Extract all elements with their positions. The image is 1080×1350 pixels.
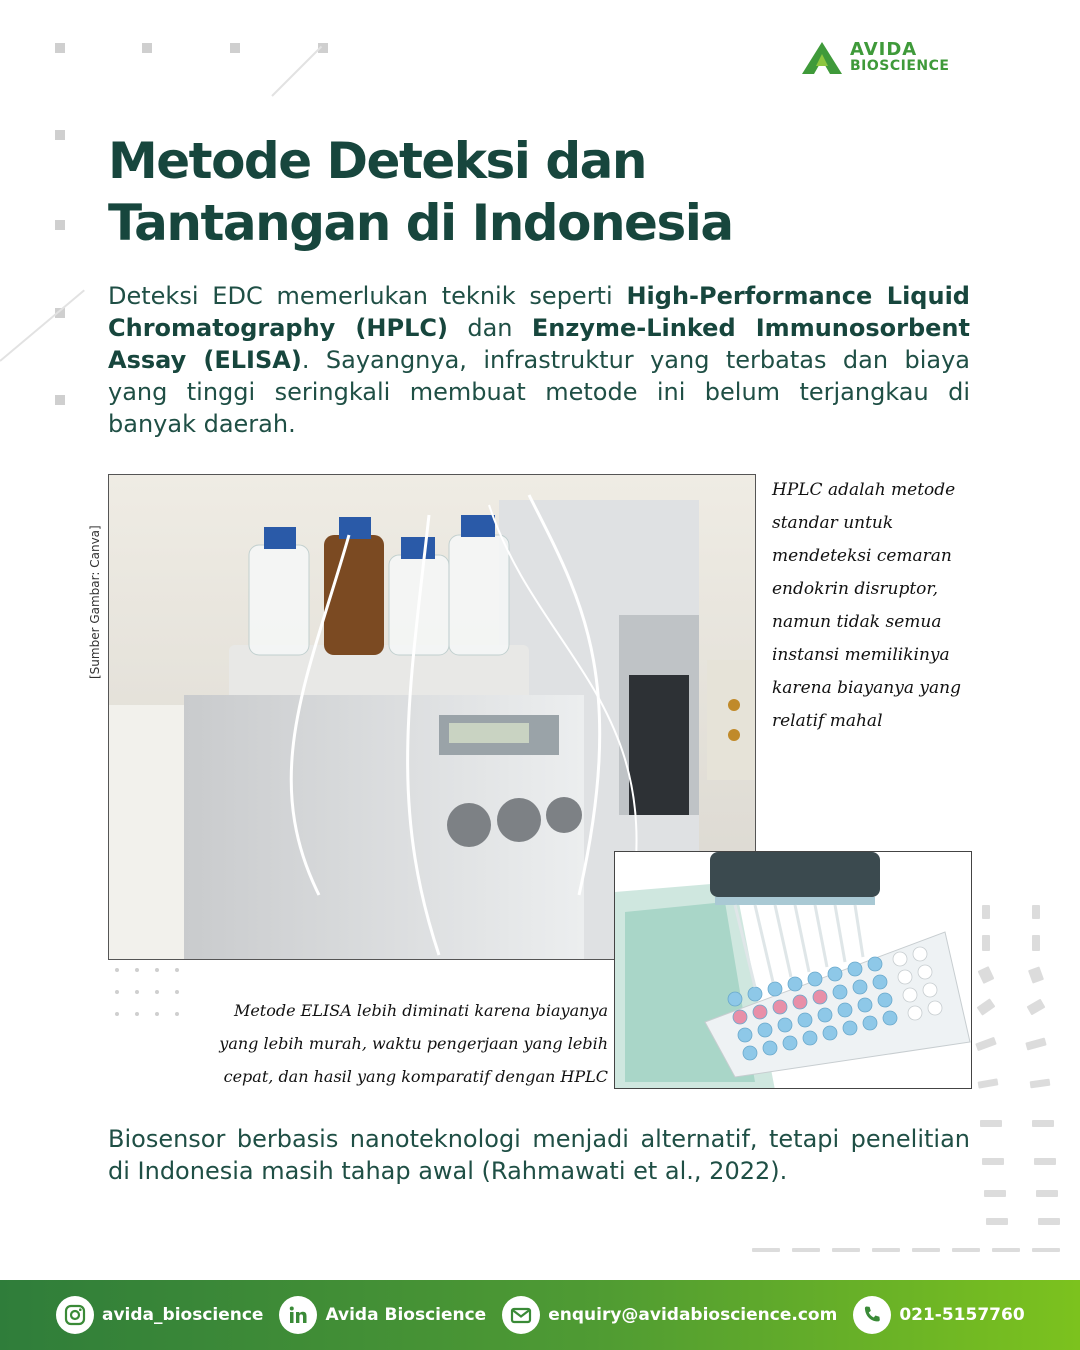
deco-square — [230, 43, 240, 53]
image-source-caption: [Sumber Gambar: Canva] — [88, 525, 102, 680]
intro-text-3: . Sayangnya, infrastruktur yang terbatas dan biaya yang tinggi seringkali membuat metode ini belum terjangkau di banyak daerah. — [108, 346, 970, 438]
intro-text-2: dan — [447, 314, 532, 342]
linkedin-icon — [279, 1296, 317, 1334]
deco-square — [55, 220, 65, 230]
title-line2: Tantangan di Indonesia — [108, 194, 733, 252]
deco-line — [271, 46, 322, 97]
title-line1: Metode Deteksi dan — [108, 132, 646, 190]
intro-bold-elisa: Enzyme-Linked Immunosorbent Assay (ELISA) — [108, 314, 970, 374]
elisa-photo — [614, 851, 972, 1089]
footer-email-label: enquiry@avidabioscience.com — [548, 1305, 838, 1325]
footer-email[interactable] — [502, 1296, 837, 1334]
page-title — [108, 130, 968, 254]
deco-dots — [115, 968, 185, 1016]
logo-line1: AVIDA — [850, 39, 918, 60]
footer-linkedin-label: Avida Bioscience — [325, 1305, 487, 1325]
deco-square — [55, 130, 65, 140]
footer-linkedin[interactable] — [279, 1296, 486, 1334]
footer-instagram[interactable] — [56, 1296, 263, 1334]
deco-square — [55, 395, 65, 405]
deco-square — [55, 43, 65, 53]
footer-phone[interactable] — [853, 1296, 1024, 1334]
footer-instagram-label: avida_bioscience — [102, 1305, 264, 1325]
elisa-note: Metode ELISA lebih diminati karena biayanya yang lebih murah, waktu pengerjaan yang lebih cepat, dan hasil yang komparatif dengan HPLC — [219, 1001, 608, 1086]
instagram-icon — [56, 1296, 94, 1334]
intro-bold-hplc: High-Performance Liquid Chromatography (HPLC) — [108, 282, 970, 342]
intro-paragraph — [108, 280, 970, 440]
hplc-note: HPLC adalah metode standar untuk mendeteksi cemaran endokrin disruptor, namun tidak semua instansi memilikinya karena biayanya yang relatif mahal — [772, 480, 961, 731]
brand-logo — [800, 40, 949, 76]
outro-paragraph: Biosensor berbasis nanoteknologi menjadi alternatif, tetapi penelitian di Indonesia masih tahap awal (Rahmawati et al., 2022). — [108, 1125, 970, 1185]
logo-line2: BIOSCIENCE — [850, 58, 950, 74]
logo-mark-icon — [800, 40, 844, 76]
intro-text-1: Deteksi EDC memerlukan teknik seperti — [108, 282, 627, 310]
deco-square — [142, 43, 152, 53]
email-icon — [502, 1296, 540, 1334]
deco-line — [0, 290, 85, 362]
footer-phone-label: 021-5157760 — [899, 1305, 1025, 1325]
phone-icon — [853, 1296, 891, 1334]
contact-footer — [0, 1280, 1080, 1350]
